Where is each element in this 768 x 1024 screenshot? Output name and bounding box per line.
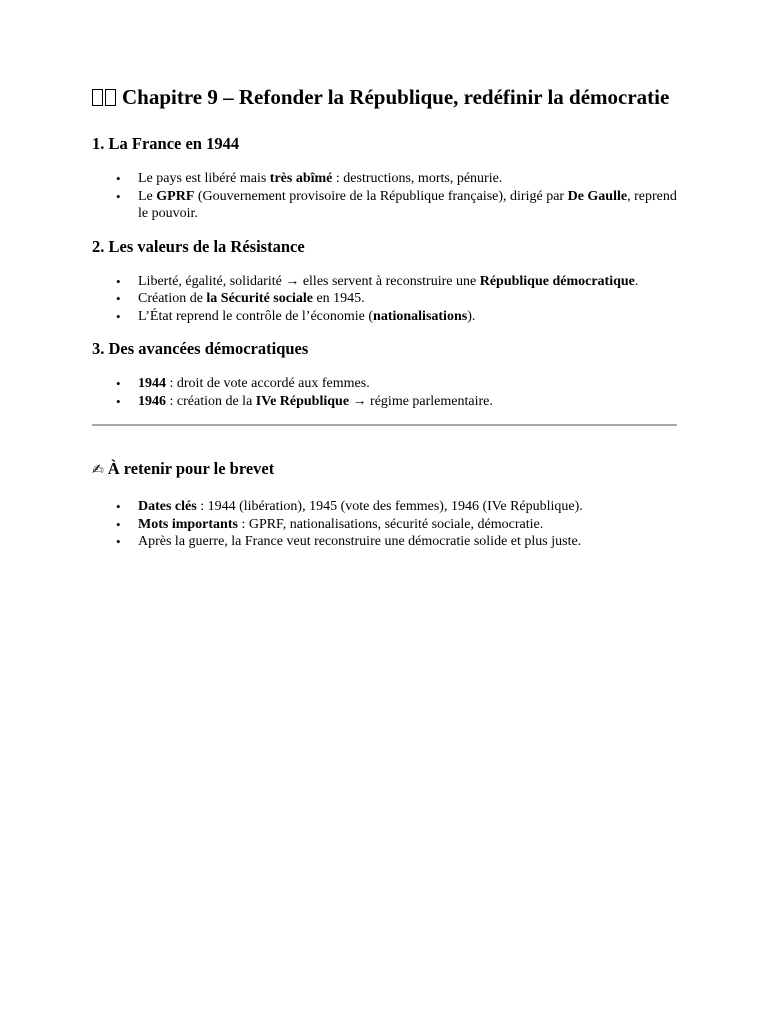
list-item [138, 375, 682, 393]
text-run: Le pays est libéré mais [138, 171, 270, 186]
text-run: : création de la [166, 393, 256, 409]
missing-glyph-icons [92, 85, 118, 109]
list-item [138, 308, 682, 326]
section-heading: 2. Les valeurs de la Résistance [92, 236, 305, 256]
missing-glyph-icon [92, 89, 103, 106]
bold-text: 1944 [138, 376, 166, 391]
text-run: : GPRF, nationalisations, sécurité sociale, démocratie. [237, 516, 544, 532]
retenir-list [92, 498, 682, 551]
sections-container [92, 134, 682, 410]
text-run: Après la guerre, la France veut reconstruire une démocratie solide et plus juste. [138, 534, 582, 549]
list-item [138, 498, 682, 516]
section-divider [92, 424, 677, 426]
writing-hand-icon: ✍ [92, 462, 104, 478]
list-item [138, 188, 682, 223]
text-run: → régime parlementaire. [349, 393, 493, 409]
bold-text: GPRF [156, 188, 195, 204]
section-heading: 1. La France en 1944 [92, 134, 240, 153]
list-item [138, 273, 682, 291]
list-item [138, 170, 682, 188]
text-run: ). [467, 308, 476, 324]
bold-text: 1946 [138, 393, 166, 409]
bold-text: IVe République [255, 393, 350, 409]
text-run: (Gouvernement provisoire de la République française), dirigé par [194, 188, 568, 204]
section-heading: 3. Des avancées démocratiques [92, 339, 309, 358]
text-run: Liberté, égalité, solidarité → elles servent à reconstruire une [138, 273, 480, 289]
bullet-list [92, 170, 682, 223]
text-run: Création de [138, 291, 207, 306]
retenir-section [92, 459, 682, 551]
text-run: L’État reprend le contrôle de l’économie ( [138, 308, 374, 324]
bold-text: très abîmé [269, 171, 333, 186]
text-run: : droit de vote accordé aux femmes. [166, 376, 370, 391]
bullet-list [92, 273, 682, 326]
text-run: Le [138, 188, 157, 204]
retenir-heading-text: À retenir pour le brevet [107, 459, 275, 478]
bold-text: De Gaulle [567, 188, 628, 204]
text-run: : 1944 (libération), 1945 (vote des femmes), 1946 (IVe République). [196, 499, 583, 514]
bold-text: République démocratique [479, 273, 635, 289]
page-title-text: Chapitre 9 – Refonder la République, redéfinir la démocratie [122, 85, 670, 109]
bold-text: Mots importants [138, 516, 238, 532]
bullet-list [92, 375, 682, 410]
missing-glyph-icon [105, 89, 116, 106]
bold-text: Dates clés [138, 499, 197, 514]
text-run: , reprend le pouvoir. [138, 188, 677, 221]
list-item [138, 393, 682, 411]
document-content [92, 84, 682, 565]
bold-text: la Sécurité sociale [206, 291, 313, 306]
list-item [138, 516, 682, 534]
bold-text: nationalisations [373, 308, 468, 324]
retenir-heading [92, 459, 682, 480]
text-run: en 1945. [312, 291, 365, 306]
text-run: . [634, 273, 639, 289]
list-item [138, 533, 682, 551]
text-run: : destructions, morts, pénurie. [332, 171, 503, 186]
page-title [92, 84, 682, 111]
list-item [138, 290, 682, 308]
